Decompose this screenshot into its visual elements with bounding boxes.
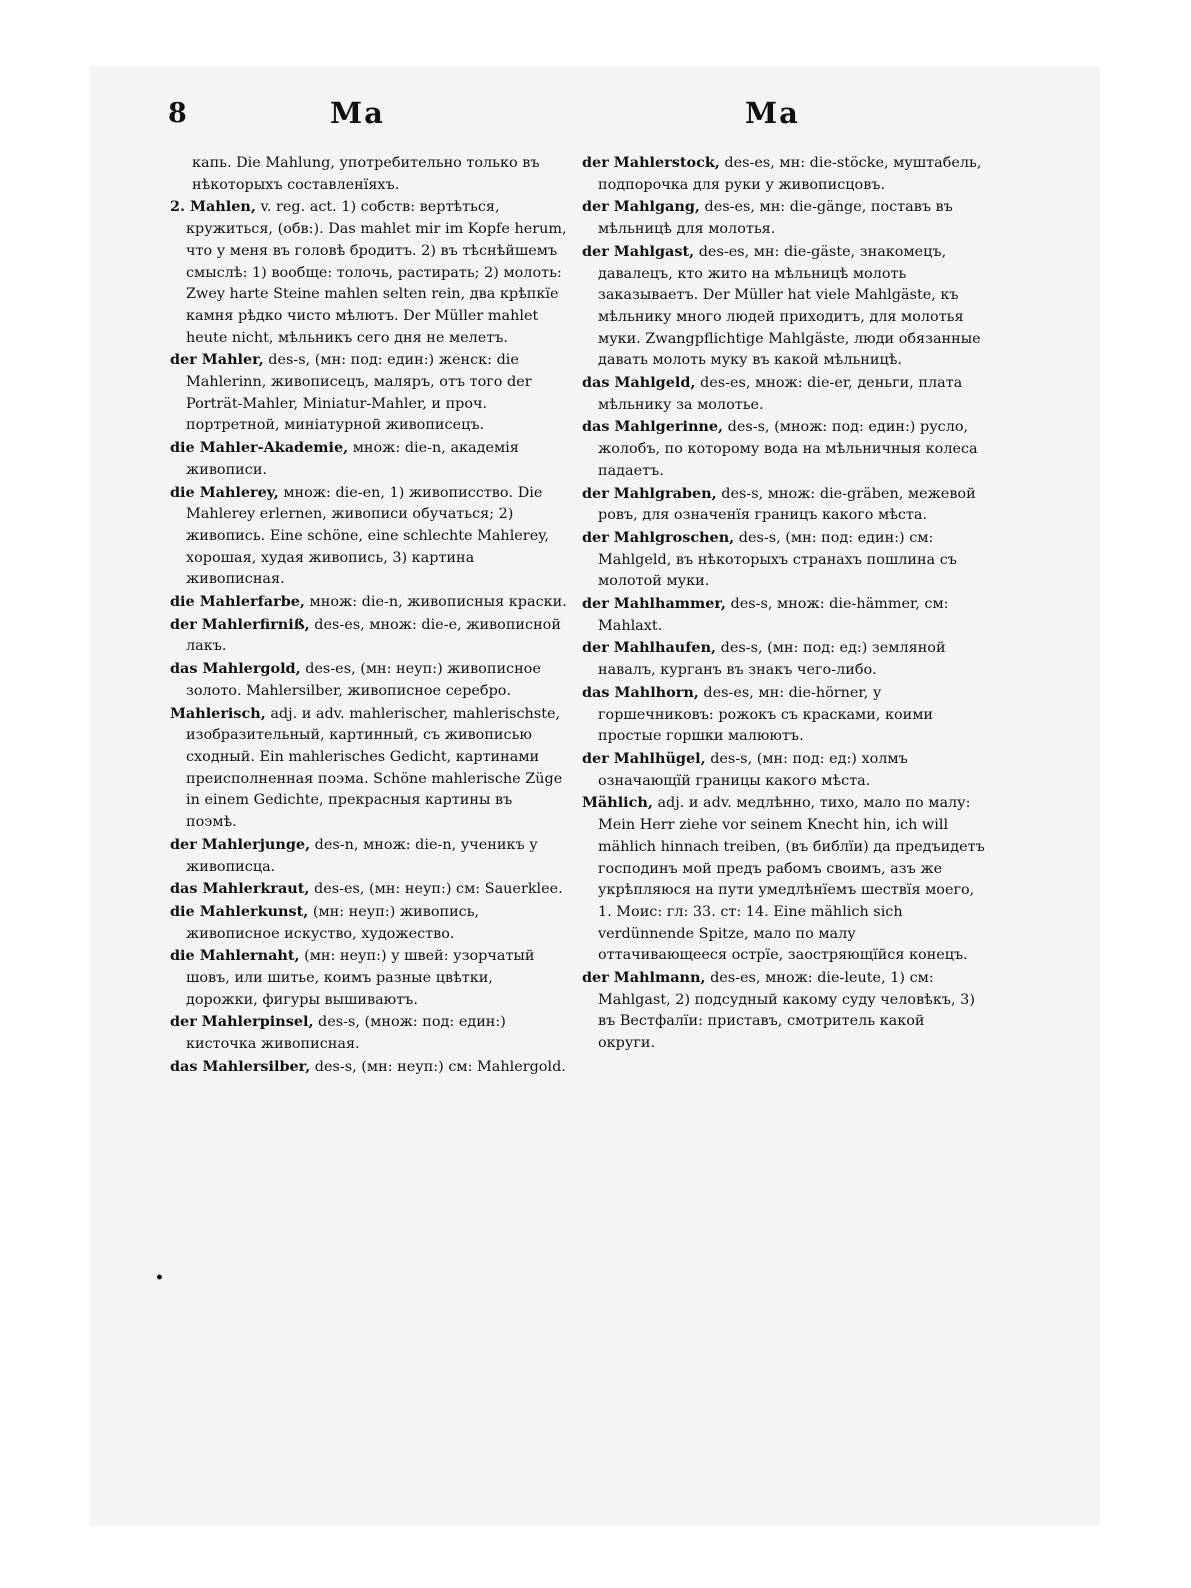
entry-text: des-s, (множ: под: един:) кисточка живописная. <box>186 1014 506 1053</box>
entry-headword: die Mahlerey, <box>170 483 279 501</box>
dictionary-entry <box>170 437 567 481</box>
entry-text: adj. и adv. медлѣнно, тихо, мало по малу: Mein Herr ziehe vor seinem Knecht hin, ich will mählich hinnach treiben, (въ библїи) да предъидетъ господинъ мой предъ рабомъ своимъ, азъ же укрѣпляюся на пути умедлѣнїемъ шествїя моего, 1. Моис: гл: 33. ст: 14. Eine mählich sich verdünnende Spitze, мало по малу оттачивающееся острїе, заостряющїйся конецъ. <box>598 795 985 964</box>
entry-headword: die Mahlernaht, <box>170 947 300 965</box>
entry-headword: der Mahlmann, <box>582 969 706 987</box>
entry-headword: der Mahlhügel, <box>582 749 706 767</box>
dictionary-entry <box>170 1056 567 1079</box>
entry-headword: die Mahler-Akademie, <box>170 439 349 457</box>
running-head-right: Ma <box>745 96 800 130</box>
entry-headword: die Mahlerkunst, <box>170 902 309 920</box>
entry-text: des-es, мн: die-stöcke, муштабель, подпорочка для руки у живописцовъ. <box>598 155 982 193</box>
entry-headword: der Mahlerpinsel, <box>170 1013 314 1031</box>
dictionary-entry <box>582 152 986 196</box>
entry-headword: der Mahler, <box>170 351 264 369</box>
dictionary-entry <box>170 945 567 1011</box>
entry-text: множ: die-n, академія живописи. <box>186 440 519 478</box>
entry-headword: der Mahlgraben, <box>582 484 717 502</box>
entry-text: des-s, множ: die-hämmer, см: Mahlaxt. <box>598 596 949 634</box>
dictionary-entry <box>582 967 986 1055</box>
entry-text: des-es, (мн: неуп:) живописное золото. Mahlersilber, живописное серебро. <box>186 661 541 699</box>
dictionary-entry <box>582 682 986 748</box>
dictionary-entry <box>170 614 567 658</box>
dictionary-entry <box>170 878 567 901</box>
entry-headword: der Mahlgast, <box>582 242 695 260</box>
entry-headword: Mählich, <box>582 794 653 812</box>
entry-headword: das Mahlerkraut, <box>170 880 310 898</box>
dictionary-entry <box>170 349 567 437</box>
dictionary-entry <box>170 152 567 196</box>
entry-text: (мн: неуп:) у швей: узорчатый шовъ, или шитье, коимъ разные цвѣтки, дорожки, фигуры вышиваютъ. <box>186 948 535 1008</box>
entry-text: des-n, множ: die-n, ученикъ у живописца. <box>186 836 538 875</box>
dictionary-entry <box>170 834 567 878</box>
entry-text: des-s, (мн: под: един:) женск: die Mahlerinn, живописецъ, маляръ, отъ того der Porträt-Mahler, Miniatur-Mahler, и проч. портретной, миніатурной живописецъ. <box>186 352 532 434</box>
entry-text: des-es, множ: die-er, деньги, плата мѣльнику за молотье. <box>598 375 963 413</box>
entry-headword: das Mahlersilber, <box>170 1057 311 1075</box>
entry-headword: der Mahlerjunge, <box>170 835 311 853</box>
dictionary-entry <box>582 792 986 967</box>
entry-headword: der Mahlhaufen, <box>582 639 717 657</box>
entry-headword: der Mahlerfirniß, <box>170 615 310 633</box>
left-column <box>170 152 567 1079</box>
dictionary-entry <box>582 416 986 482</box>
entry-text: des-s, (мн: под: ед:) земляной навалъ, курганъ въ знакъ чего-либо. <box>598 640 946 679</box>
entry-text: des-es, мн: die-gäste, знакомецъ, давалецъ, кто жито на мѣльницѣ молоть заказываетъ. Der Müller hat viele Mahlgäste, къ мѣльнику много людей приходитъ, для молотья муки. Zwangpflichtige Mahlgäste, люди обязанные давать молоть муку въ какой мѣльницѣ. <box>598 243 981 369</box>
dictionary-entry <box>582 483 986 527</box>
dictionary-entry <box>170 591 567 614</box>
dictionary-entry <box>170 703 567 834</box>
right-column <box>582 152 986 1055</box>
dictionary-entry <box>582 372 986 416</box>
entry-text: des-es, множ: die-leute, 1) см: Mahlgast, 2) подсудный какому суду человѣкъ, 3) въ Вестфалїи: приставъ, смотритель какой округи. <box>598 970 975 1052</box>
page-number: 8 <box>168 98 187 129</box>
entry-text: des-es, (мн: неуп:) см: Sauerklee. <box>314 881 563 898</box>
dictionary-entry <box>170 196 567 349</box>
dictionary-entry <box>582 527 986 593</box>
entry-headword: 2. Mahlen, <box>170 198 256 216</box>
dictionary-entry <box>170 482 567 592</box>
entry-text: (мн: неуп:) живопись, живописное искуство, художество. <box>186 903 480 942</box>
entry-headword: das Mahlgeld, <box>582 374 696 392</box>
dictionary-entry <box>582 637 986 681</box>
dictionary-entry <box>582 241 986 372</box>
dictionary-entry <box>170 1011 567 1055</box>
entry-text: des-s, (множ: под: един:) русло, жолобъ, по которому вода на мѣльничныя колеса падаетъ. <box>598 419 978 479</box>
entry-text: des-es, мн: die-hörner, у горшечниковъ: рожокъ съ красками, коими простые горшки малюютъ. <box>598 684 934 745</box>
entry-headword: der Mahlerstock, <box>582 154 720 171</box>
entry-headword: das Mahlergold, <box>170 660 301 678</box>
entry-text: v. reg. act. 1) собств: вертѣться, кружиться, (обв:). Das mahlet mir im Kopfe herum, что у меня въ головѣ бродитъ. 2) въ тѣснѣйшемъ смыслѣ: 1) вообще: толочь, растирать; 2) молоть: Zwey harte Steine mahlen selten rein, два крѣпкїе камня рѣдко чисто мѣлютъ. Der Müller mahlet heute nicht, мѣльникъ сего дня не мелетъ. <box>186 199 567 346</box>
entry-headword: das Mahlgerinne, <box>582 418 724 436</box>
entry-text: des-es, множ: die-e, живописной лакъ. <box>186 616 561 655</box>
running-head-left: Ma <box>330 96 385 130</box>
entry-headword: Mahlerisch, <box>170 704 266 722</box>
entry-text: adj. и adv. mahlerischer, mahlerischste, изобразительный, картинный, съ живописью сходный. Ein mahlerisches Gedicht, картинами преисполненная поэма. Schöne mahlerische Züge in einem Gedichte, прекрасныя картины въ поэмѣ. <box>186 705 563 831</box>
entry-headword: der Mahlhammer, <box>582 595 726 613</box>
entry-text: множ: die-n, живописныя краски. <box>309 594 567 611</box>
dictionary-entry <box>170 658 567 702</box>
entry-text: des-es, мн: die-gänge, поставъ въ мѣльницѣ для молотья. <box>598 199 953 238</box>
entry-headword: das Mahlhorn, <box>582 683 699 701</box>
entry-text: des-s, множ: die-gräben, межевой ровъ, для означенїя границъ какого мѣста. <box>598 485 976 524</box>
dictionary-entry <box>582 196 986 240</box>
entry-headword: der Mahlgang, <box>582 198 700 216</box>
entry-text: des-s, (мн: неуп:) см: Mahlergold. <box>314 1058 566 1075</box>
dictionary-entry <box>582 748 986 792</box>
dictionary-entry <box>582 593 986 637</box>
entry-text: множ: die-en, 1) живописство. Die Mahlerey erlernen, живописи обучаться; 2) живопись. Eine schöne, eine schlechte Mahlerey, хорошая, худая живопись, 3) картина живописная. <box>186 484 549 588</box>
margin-mark: • <box>155 1270 164 1286</box>
entry-headword: der Mahlgroschen, <box>582 528 735 546</box>
dictionary-entry <box>170 901 567 945</box>
entry-text: des-s, (мн: под: ед:) холмъ означающїй границы какого мѣста. <box>598 750 908 789</box>
entry-text: des-s, (мн: под: един:) см: Mahlgeld, въ нѣкоторыхъ странахъ пошлина съ молотой муки. <box>598 529 957 590</box>
entry-text: капь. Die Mahlung, употребительно только въ нѣкоторыхъ составленїяхъ. <box>192 155 540 193</box>
entry-headword: die Mahlerfarbe, <box>170 593 305 611</box>
